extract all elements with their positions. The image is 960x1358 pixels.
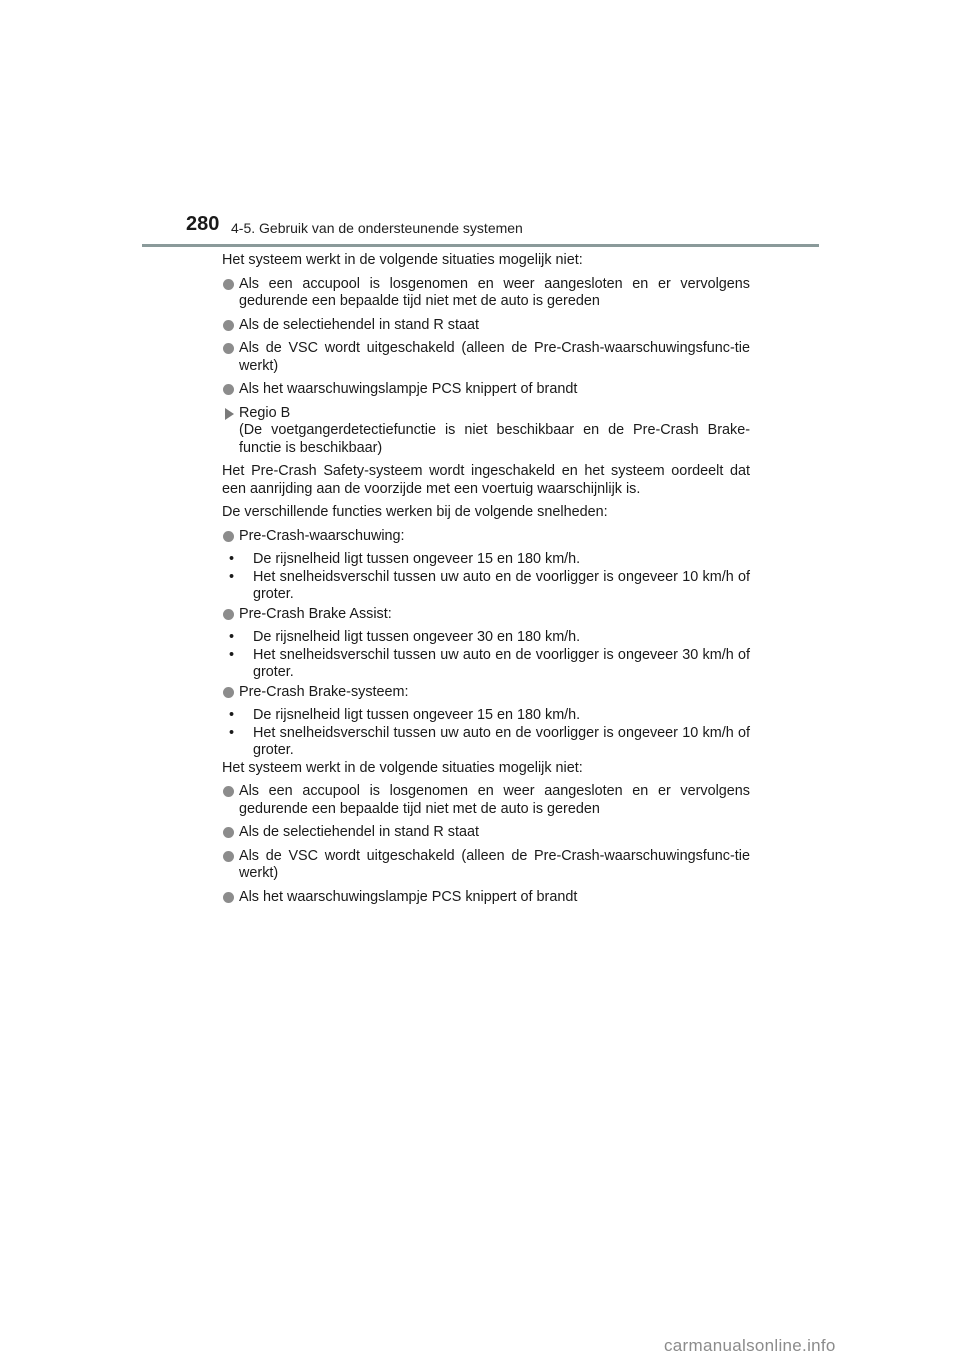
speeds-intro: De verschillende functies werken bij de volgende snelheden: <box>222 504 608 520</box>
block2-item <box>222 889 750 907</box>
block1-item-text: Als het waarschuwingslampje PCS knippert of brandt <box>239 381 578 397</box>
condition-item <box>222 707 750 725</box>
condition-text: De rijsnelheid ligt tussen ongeveer 15 en 180 km/h. <box>253 707 581 723</box>
block1-item-text: Als de VSC wordt uitgeschakeld (alleen de Pre-Crash-waarschuwingsfunc-tie werkt) <box>239 340 750 374</box>
dot-marker: • <box>229 568 235 585</box>
dot-marker: • <box>229 724 235 741</box>
block2-item-text: Als een accupool is losgenomen en weer aangesloten en er vervolgens gedurende een bepaalde tijd niet met de auto is gereden <box>239 783 750 817</box>
watermark-link[interactable]: carmanualsonline.info <box>664 1336 836 1355</box>
triangle-right-icon <box>225 408 234 420</box>
condition-text: Het snelheidsverschil tussen uw auto en de voorligger is ongeveer 30 km/h of groter. <box>253 646 750 680</box>
condition-item <box>222 569 750 604</box>
block2-item-text: Als het waarschuwingslampje PCS knippert of brandt <box>239 888 578 905</box>
bullet-icon <box>223 531 234 542</box>
bullet-icon <box>223 851 234 862</box>
dot-marker: • <box>229 629 235 645</box>
region-title: Regio B <box>239 404 291 421</box>
block1-intro: Het systeem werkt in de volgende situaties mogelijk niet: <box>222 252 583 268</box>
function-conditions <box>222 629 750 682</box>
dot-marker: • <box>229 646 235 663</box>
function-item <box>222 684 750 702</box>
function-name: Pre-Crash Brake Assist: <box>239 605 392 622</box>
section-title: 4-5. Gebruik van de ondersteunende systemen <box>231 220 523 236</box>
bullet-icon <box>223 892 234 903</box>
block1-item-text: Als een accupool is losgenomen en weer aangesloten en er vervolgens gedurende een bepaalde tijd niet met de auto is gereden <box>239 275 750 309</box>
condition-text: De rijsnelheid ligt tussen ongeveer 15 en 180 km/h. <box>253 551 581 567</box>
condition-text: Het snelheidsverschil tussen uw auto en de voorligger is ongeveer 10 km/h of groter. <box>253 724 750 758</box>
block2-item <box>222 783 750 818</box>
block2-item <box>222 848 750 883</box>
bullet-icon <box>223 687 234 698</box>
block2-item <box>222 824 750 842</box>
condition-item <box>222 629 750 647</box>
bullet-icon <box>223 384 234 395</box>
block1-item <box>222 340 750 375</box>
dot-marker: • <box>229 551 235 567</box>
bullet-icon <box>223 343 234 354</box>
function-item <box>222 606 750 624</box>
condition-text: Het snelheidsverschil tussen uw auto en de voorligger is ongeveer 10 km/h of groter. <box>253 568 750 602</box>
condition-item <box>222 725 750 760</box>
region-heading <box>222 405 750 458</box>
page-number: 280 <box>186 213 220 235</box>
condition-item <box>222 647 750 682</box>
condition-text: De rijsnelheid ligt tussen ongeveer 30 en 180 km/h. <box>253 629 581 645</box>
block2-item-text: Als de selectiehendel in stand R staat <box>239 824 479 840</box>
bullet-icon <box>223 609 234 620</box>
block2-intro: Het systeem werkt in de volgende situaties mogelijk niet: <box>222 759 583 776</box>
dot-marker: • <box>229 707 235 723</box>
block1-item <box>222 317 750 335</box>
function-name: Pre-Crash-waarschuwing: <box>239 527 405 544</box>
function-item <box>222 528 750 546</box>
block1-item-text: Als de selectiehendel in stand R staat <box>239 316 479 333</box>
block2-item-text: Als de VSC wordt uitgeschakeld (alleen de Pre-Crash-waarschuwingsfunc-tie werkt) <box>239 847 750 881</box>
bullet-icon <box>223 279 234 290</box>
function-conditions <box>222 707 750 760</box>
bullet-icon <box>223 786 234 797</box>
system-description: Het Pre-Crash Safety-systeem wordt ingeschakeld en het systeem oordeelt dat een aanrijding aan de voorzijde met een voertuig waarschijnlijk is. <box>222 463 750 497</box>
bullet-icon <box>223 320 234 331</box>
page-content <box>222 252 750 912</box>
block1-item <box>222 276 750 311</box>
bullet-icon <box>223 827 234 838</box>
block1-item <box>222 381 750 399</box>
condition-item <box>222 551 750 569</box>
region-note: (De voetgangerdetectiefunctie is niet beschikbaar en de Pre-Crash Brake-functie is beschikbaar) <box>239 422 750 456</box>
function-name: Pre-Crash Brake-systeem: <box>239 683 409 700</box>
function-conditions <box>222 551 750 604</box>
header-rule <box>142 244 819 247</box>
